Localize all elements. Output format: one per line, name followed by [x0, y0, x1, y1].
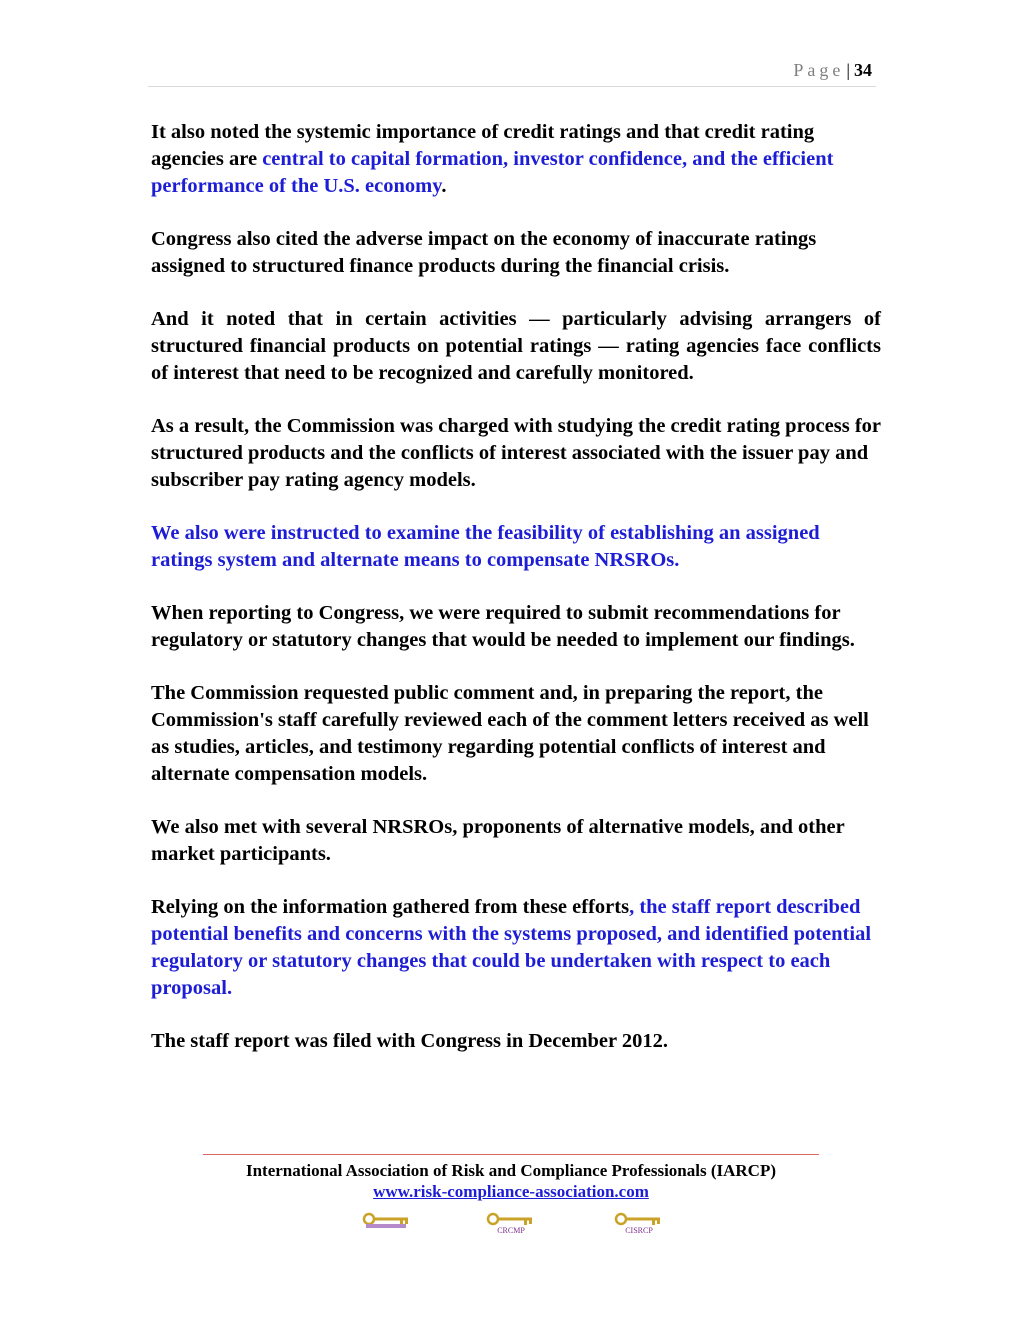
paragraph-text: .	[441, 175, 447, 197]
footer-logos	[0, 1212, 1024, 1242]
page-number: 34	[854, 60, 872, 80]
paragraph-text: When reporting to Congress, we were required to submit recommendations for regulatory or statutory changes that would be needed to implement our findings.	[151, 602, 855, 651]
paragraph-1	[151, 119, 881, 200]
paragraph-text: Relying on the information gathered from these efforts	[151, 896, 630, 918]
paragraph-8	[151, 814, 881, 868]
paragraph-text: As a result, the Commission was charged with studying the credit rating process for structured products and the conflicts of interest associated with the issuer pay and subscriber pay rating agency models.	[151, 415, 881, 491]
paragraph-text: We also met with several NRSROs, proponents of alternative models, and other market participants.	[151, 816, 845, 865]
page-word: Page	[793, 60, 845, 80]
paragraph-4	[151, 413, 881, 494]
footer-organization: International Association of Risk and Compliance Professionals (IARCP)	[245, 1161, 777, 1180]
key-icon	[362, 1212, 412, 1240]
highlighted-text: We also were instructed to examine the feasibility of establishing an assigned ratings system and alternate means to compensate NRSROs.	[151, 522, 820, 571]
paragraph-text: Congress also cited the adverse impact on the economy of inaccurate ratings assigned to structured finance products during the financial crisis.	[151, 228, 817, 277]
paragraph-text: And it noted that in certain activities — particularly advising arrangers of structured financial products on potential ratings — rating agencies face conflicts of interest that need to be recognized and carefully monitored.	[151, 308, 881, 384]
key-icon	[486, 1212, 536, 1240]
paragraph-text: It also noted the systemic importance of credit ratings and that credit rating agencies are	[151, 121, 815, 170]
paragraph-2	[151, 226, 881, 280]
logo-label-3: CISRCP	[625, 1226, 653, 1235]
footer-divider	[203, 1154, 819, 1155]
page-header	[148, 58, 876, 87]
document-body	[151, 119, 881, 1081]
logo-label-2: CRCMP	[497, 1226, 525, 1235]
highlighted-text: central to capital formation, investor confidence, and the efficient performance of the U.S. economy	[151, 148, 834, 197]
highlighted-text: , the staff report described potential benefits and concerns with the systems proposed, and identified potential regulatory or statutory changes that could be undertaken with respect to each proposal.	[151, 896, 872, 999]
paragraph-5	[151, 520, 881, 574]
paragraph-7	[151, 680, 881, 788]
paragraph-3	[151, 306, 881, 387]
paragraph-text: The staff report was filed with Congress in December 2012.	[151, 1030, 669, 1052]
paragraph-9	[151, 894, 881, 1002]
page-number-label	[793, 60, 872, 81]
paragraph-text: The Commission requested public comment and, in preparing the report, the Commission's staff carefully reviewed each of the comment letters received as well as studies, articles, and testimony regarding potential conflicts of interest and alternate compensation models.	[151, 682, 869, 785]
paragraph-10	[151, 1028, 881, 1055]
paragraph-6	[151, 600, 881, 654]
logo-label-1	[366, 1224, 406, 1228]
key-icon	[614, 1212, 664, 1240]
page-footer	[203, 1154, 819, 1202]
footer-url-link[interactable]: www.risk-compliance-association.com	[373, 1182, 649, 1201]
page-separator: |	[846, 60, 850, 80]
